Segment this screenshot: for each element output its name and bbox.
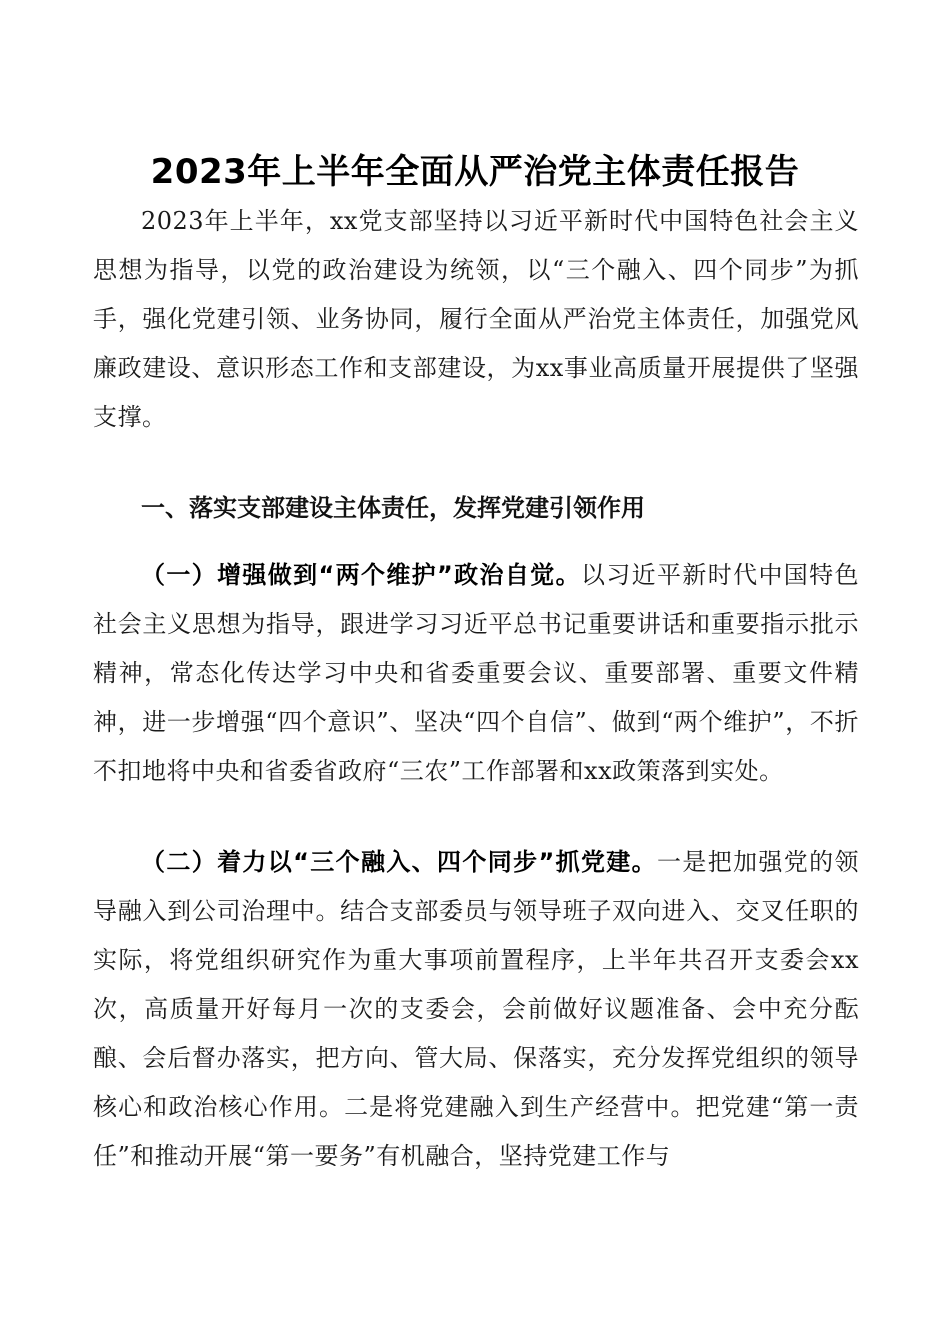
item-one-body: 以习近平新时代中国特色社会主义思想为指导，跟进学习习近平总书记重要讲话和重要指示批示精神，常态化传达学习中央和省委重要会议、重要部署、重要文件精神，进一步增强“四个意识”、坚决“四个自信”、做到“两个维护”，不折不扣地将中央和省委省政府“三农”工作部署和xx政策落到实处。 [93, 561, 860, 785]
item-two-paragraph [93, 838, 859, 1181]
item-one-lead: （一）增强做到“两个维护”政治自觉。 [141, 561, 581, 589]
item-two-body: 一是把加强党的领导融入到公司治理中。结合支部委员与领导班子双向进入、交叉任职的实际，将党组织研究作为重大事项前置程序，上半年共召开支委会xx次，高质量开好每月一次的支委会，会前做好议题准备、会中充分酝酿、会后督办落实，把方向、管大局、保落实，充分发挥党组织的领导核心和政治核心作用。二是将党建融入到生产经营中。把党建“第一责任”和推动开展“第一要务”有机融合，坚持党建工作与 [93, 848, 860, 1170]
section-heading: 一、落实支部建设主体责任，发挥党建引领作用 [141, 494, 645, 522]
item-two-lead: （二）着力以“三个融入、四个同步”抓党建。 [141, 848, 658, 876]
document-title: 2023年上半年全面从严治党主体责任报告 [150, 152, 800, 192]
item-one-paragraph [93, 551, 859, 796]
intro-paragraph: 2023年上半年，xx党支部坚持以习近平新时代中国特色社会主义思想为指导，以党的政治建设为统领，以“三个融入、四个同步”为抓手，强化党建引领、业务协同，履行全面从严治党主体责任，加强党风廉政建设、意识形态工作和支部建设，为xx事业高质量开展提供了坚强支撑。 [93, 207, 859, 431]
